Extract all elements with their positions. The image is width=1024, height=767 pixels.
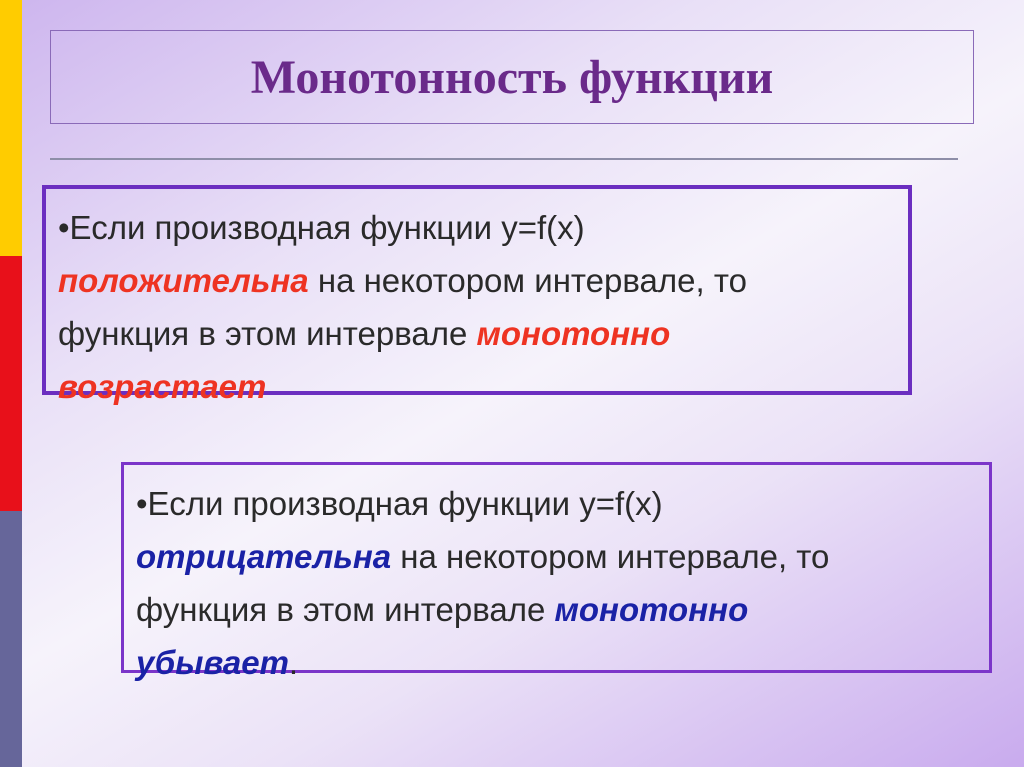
accent-yellow-segment bbox=[0, 0, 22, 256]
decreasing-interval-text: на некотором интервале, то bbox=[391, 538, 830, 575]
positive-emphasis: положительна bbox=[58, 262, 309, 299]
monotonic-emphasis-blue: монотонно bbox=[554, 591, 749, 628]
negative-emphasis: отрицательна bbox=[136, 538, 392, 575]
decreasing-rule-box bbox=[121, 462, 992, 681]
decreasing-line-1 bbox=[136, 477, 977, 530]
decreasing-end-punct: . bbox=[288, 644, 299, 681]
page-title: Монотонность функции bbox=[250, 50, 774, 104]
decreases-emphasis: убывает bbox=[136, 644, 289, 681]
monotonic-emphasis-red: монотонно bbox=[476, 315, 671, 352]
increasing-function-text: функция в этом интервале bbox=[58, 315, 477, 352]
accent-red-segment bbox=[0, 256, 22, 511]
increasing-rule-box bbox=[42, 185, 912, 405]
increasing-line-2 bbox=[58, 254, 896, 307]
increases-emphasis: возрастает bbox=[58, 368, 267, 405]
title-box bbox=[50, 30, 974, 124]
decreasing-intro-text: •Если производная функции y=f(x) bbox=[136, 485, 663, 522]
left-accent-bar bbox=[0, 0, 22, 767]
increasing-line-4 bbox=[58, 360, 896, 413]
accent-slate-segment bbox=[0, 511, 22, 767]
decreasing-line-3 bbox=[136, 583, 977, 636]
title-divider bbox=[50, 158, 958, 160]
decreasing-line-2 bbox=[136, 530, 977, 583]
increasing-line-3 bbox=[58, 307, 896, 360]
increasing-interval-text: на некотором интервале, то bbox=[308, 262, 747, 299]
increasing-line-1 bbox=[58, 201, 896, 254]
increasing-intro-text: •Если производная функции y=f(x) bbox=[58, 209, 585, 246]
decreasing-line-4 bbox=[136, 636, 977, 689]
decreasing-function-text: функция в этом интервале bbox=[136, 591, 555, 628]
